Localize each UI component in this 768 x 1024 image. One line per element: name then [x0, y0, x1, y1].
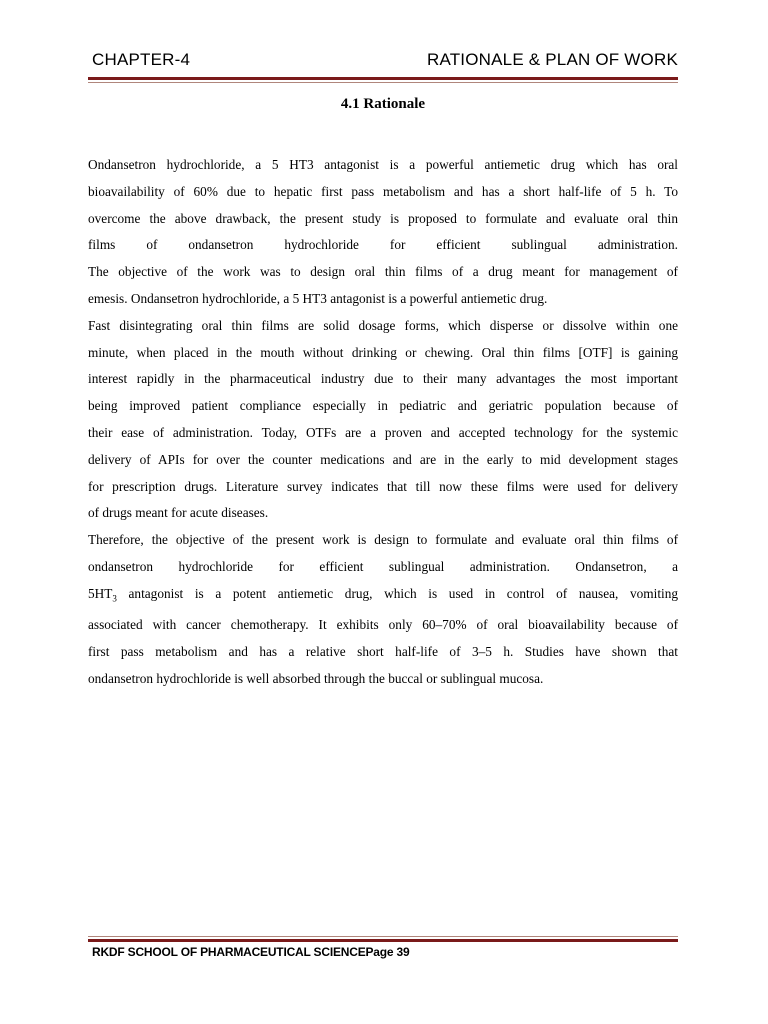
- text-line: films of ondansetron hydrochloride for efficient sublingual administration.: [88, 237, 678, 253]
- section-title: 4.1 Rationale: [340, 96, 426, 112]
- text-line: minute, when placed in the mouth without drinking or chewing. Oral thin films [OTF] is gaining: [88, 344, 678, 360]
- text-line: first pass metabolism and has a relative short half-life of 3–5 h. Studies have shown that: [88, 644, 678, 659]
- header-rule-thick: [88, 77, 678, 80]
- text-line-rest: antagonist is a potent antiemetic drug, which is used in control of nausea, vomiting: [128, 585, 679, 601]
- text-line: Fast disintegrating oral thin films are solid dosage forms, which disperse or dissolve within one: [88, 317, 678, 333]
- footer-rule-thick: [88, 939, 678, 942]
- text-line: being improved patient compliance especially in pediatric and geriatric population because of: [88, 398, 678, 414]
- text-line: Ondansetron hydrochloride, a 5 HT3 antagonist is a powerful antiemetic drug which has oral: [88, 157, 678, 172]
- text-line: interest rapidly in the pharmaceutical industry due to their many advantages the most important: [88, 371, 678, 387]
- chapter-label: CHAPTER-4: [92, 50, 191, 69]
- chemical-term: [88, 585, 117, 604]
- page-header: [92, 48, 678, 74]
- text-line: The objective of the work was to design oral thin films of a drug meant for management of: [88, 264, 678, 280]
- text-line: for prescription drugs. Literature survey indicates that till now these films were used for delivery: [88, 478, 678, 494]
- paragraph-2: [88, 313, 678, 527]
- text-line: delivery of APIs for over the counter medications and are in the early to mid development stages: [88, 451, 678, 467]
- chemical-term-base: 5HT: [88, 585, 113, 601]
- text-line: overcome the above drawback, the present study is proposed to formulate and evaluate oral thin: [88, 210, 678, 226]
- chemical-term-subscript: 3: [112, 593, 117, 604]
- header-rule-thin: [88, 82, 678, 83]
- text-line: ondansetron hydrochloride for efficient sublingual administration. Ondansetron, a: [88, 558, 678, 574]
- text-line: associated with cancer chemotherapy. It exhibits only 60–70% of oral bioavailability because of: [88, 617, 678, 633]
- text-line: ondansetron hydrochloride is well absorbed through the buccal or sublingual mucosa.: [88, 670, 544, 686]
- text-line: of drugs meant for acute diseases.: [88, 505, 269, 521]
- paragraph-3: [88, 527, 678, 692]
- text-line: Therefore, the objective of the present work is design to formulate and evaluate oral thin films of: [88, 532, 678, 548]
- text-line: bioavailability of 60% due to hepatic first pass metabolism and has a short half-life of 5 h. To: [88, 183, 678, 199]
- text-line: emesis. Ondansetron hydrochloride, a 5 HT3 antagonist is a powerful antiemetic drug.: [88, 290, 548, 306]
- body-text: [88, 152, 678, 693]
- text-line: their ease of administration. Today, OTFs are a proven and accepted technology for the systemic: [88, 424, 678, 440]
- footer-rule-thin: [88, 936, 678, 937]
- text-line-with-subscript: [88, 581, 678, 612]
- page-footer: RKDF SCHOOL OF PHARMACEUTICAL SCIENCEPage 39: [92, 945, 410, 959]
- paragraph-1: [88, 152, 678, 313]
- chapter-title: RATIONALE & PLAN OF WORK: [426, 50, 678, 69]
